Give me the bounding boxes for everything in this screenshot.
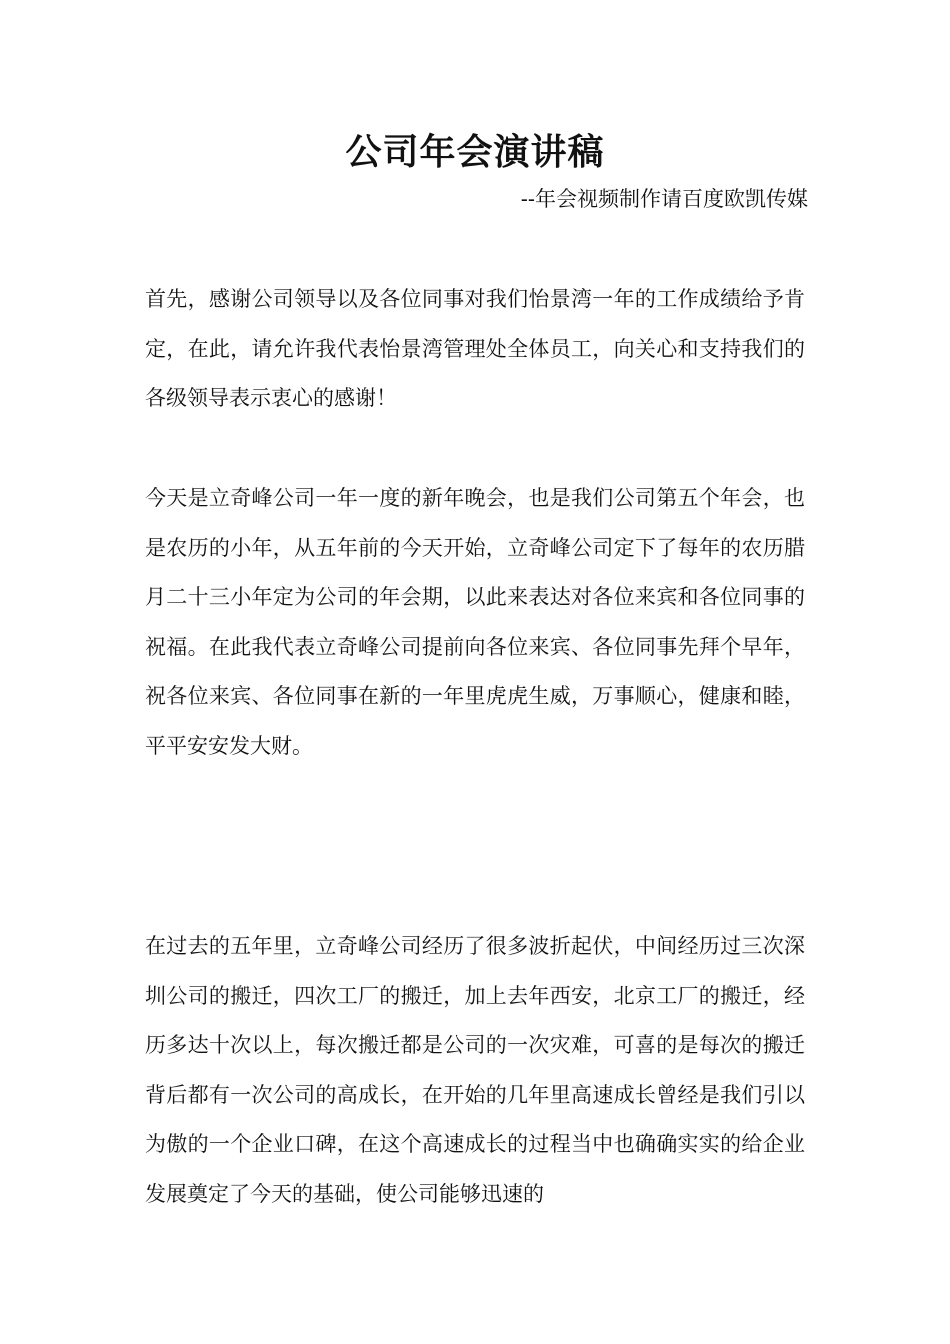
- paragraph-2: 今天是立奇峰公司一年一度的新年晚会，也是我们公司第五个年会，也是农历的小年，从五年前的今天开始，立奇峰公司定下了每年的农历腊月二十三小年定为公司的年会期，以此来表达对各位来宾和各位同事的祝福。在此我代表立奇峰公司提前向各位来宾、各位同事先拜个早年，祝各位来宾、各位同事在新的一年里虎虎生威，万事顺心，健康和睦，平平安安发大财。: [145, 486, 805, 758]
- document-subtitle: --年会视频制作请百度欧凯传媒: [520, 187, 808, 211]
- paragraph-3: 在过去的五年里，立奇峰公司经历了很多波折起伏，中间经历过三次深圳公司的搬迁，四次工厂的搬迁，加上去年西安，北京工厂的搬迁，经历多达十次以上，每次搬迁都是公司的一次灾难，可喜的是每次的搬迁背后都有一次公司的高成长，在开始的几年里高速成长曾经是我们引以为傲的一个企业口碑，在这个高速成长的过程当中也确确实实的给企业发展奠定了今天的基础，使公司能够迅速的: [145, 934, 805, 1206]
- paragraph-1: 首先，感谢公司领导以及各位同事对我们怡景湾一年的工作成绩给予肯定，在此，请允许我代表怡景湾管理处全体员工，向关心和支持我们的各级领导表示衷心的感谢！: [145, 287, 805, 410]
- document-title: 公司年会演讲稿: [345, 131, 605, 173]
